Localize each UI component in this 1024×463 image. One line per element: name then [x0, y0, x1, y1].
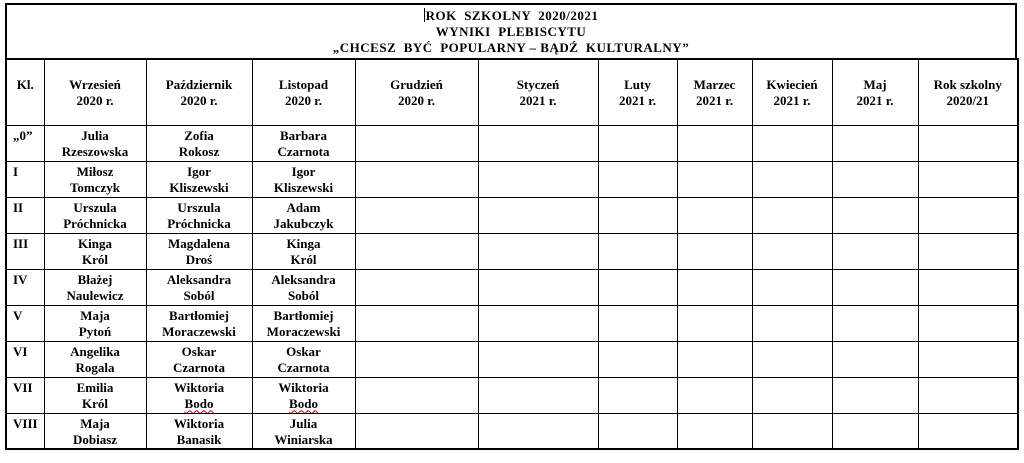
column-header-1	[44, 59, 146, 125]
last-name: Jakubczyk	[273, 215, 334, 231]
column-header-label: Listopad	[278, 77, 329, 92]
first-name: Julia	[289, 415, 318, 431]
last-name: Bodo	[289, 395, 318, 411]
last-name: Naulewicz	[66, 287, 124, 303]
winner-cell	[252, 197, 355, 233]
column-header-year: 2020 r.	[76, 93, 114, 108]
winner-cell	[677, 125, 752, 161]
winner-cell	[918, 305, 1018, 341]
column-header-year: 2021 r.	[618, 93, 657, 108]
column-header-label: Kl.	[16, 77, 34, 92]
winner-cell	[752, 161, 832, 197]
first-name: Igor	[291, 163, 316, 179]
winner-cell	[146, 233, 252, 269]
title-block	[5, 3, 1017, 58]
table-row	[6, 269, 1018, 305]
last-name: Moraczewski	[266, 323, 341, 339]
column-header-label: Styczeń	[516, 77, 560, 92]
column-header-year: 2021 r.	[695, 93, 734, 108]
winner-cell	[598, 269, 677, 305]
winner-cell	[146, 269, 252, 305]
first-name: Aleksandra	[271, 271, 336, 287]
winner-cell	[478, 125, 598, 161]
column-header-label: Październik	[165, 77, 233, 92]
last-name: Soból	[287, 287, 320, 303]
winner-cell	[832, 233, 918, 269]
winner-cell	[355, 305, 478, 341]
column-header-label: Rok szkolny	[933, 77, 1002, 92]
winner-cell	[44, 197, 146, 233]
winner-cell	[355, 269, 478, 305]
winner-cell	[598, 341, 677, 377]
table-row	[6, 413, 1018, 449]
first-name: Julia	[81, 127, 109, 143]
winner-cell	[478, 413, 598, 449]
first-name: Wiktoria	[173, 415, 225, 431]
column-header-year: 2020 r.	[397, 93, 436, 108]
winner-cell	[752, 341, 832, 377]
column-header-10	[918, 59, 1018, 125]
winner-cell	[44, 413, 146, 449]
first-name: Maja	[80, 307, 110, 323]
winner-cell	[355, 161, 478, 197]
title-line-2: WYNIKI PLEBISCYTU	[435, 24, 587, 39]
first-name: Urszula	[177, 199, 221, 215]
winner-cell	[598, 377, 677, 413]
winner-cell	[752, 305, 832, 341]
winner-cell	[918, 161, 1018, 197]
first-name: Oskar	[286, 343, 321, 359]
column-header-label: Kwiecień	[766, 77, 818, 92]
winner-cell	[252, 305, 355, 341]
last-name: Tomczyk	[69, 179, 121, 195]
last-name: Czarnota	[277, 359, 330, 375]
winner-cell	[478, 197, 598, 233]
winner-cell	[598, 161, 677, 197]
document-page	[5, 3, 1017, 450]
last-name: Pytoń	[78, 323, 112, 339]
winner-cell	[677, 233, 752, 269]
first-name: Wiktoria	[173, 379, 225, 395]
winner-cell	[355, 197, 478, 233]
class-cell: II	[6, 197, 44, 233]
class-cell: V	[6, 305, 44, 341]
last-name: Czarnota	[173, 359, 225, 375]
winner-cell	[146, 341, 252, 377]
first-name: Bartłomiej	[169, 307, 229, 323]
last-name: Dobiasz	[72, 431, 118, 447]
winner-cell	[252, 269, 355, 305]
winner-cell	[44, 341, 146, 377]
winner-cell	[252, 377, 355, 413]
results-table	[5, 58, 1019, 450]
winner-cell	[677, 197, 752, 233]
winner-cell	[677, 269, 752, 305]
winner-cell	[44, 161, 146, 197]
first-name: Kinga	[78, 235, 112, 251]
class-cell: III	[6, 233, 44, 269]
first-name: Aleksandra	[166, 271, 232, 287]
table-row	[6, 197, 1018, 233]
class-cell: „0”	[6, 125, 44, 161]
winner-cell	[146, 413, 252, 449]
column-header-label: Wrzesień	[69, 77, 121, 92]
first-name: Urszula	[73, 199, 117, 215]
winner-cell	[478, 161, 598, 197]
table-row	[6, 125, 1018, 161]
winner-cell	[832, 197, 918, 233]
winner-cell	[146, 125, 252, 161]
winner-cell	[355, 233, 478, 269]
winner-cell	[752, 269, 832, 305]
winner-cell	[252, 341, 355, 377]
text-cursor	[424, 8, 425, 22]
winner-cell	[355, 413, 478, 449]
winner-cell	[677, 377, 752, 413]
winner-cell	[832, 161, 918, 197]
winner-cell	[752, 233, 832, 269]
winner-cell	[44, 233, 146, 269]
last-name: Rogala	[75, 359, 115, 375]
first-name: Igor	[187, 163, 211, 179]
winner-cell	[44, 269, 146, 305]
class-cell: VI	[6, 341, 44, 377]
last-name: Soból	[183, 287, 215, 303]
column-header-7	[677, 59, 752, 125]
column-header-label: Luty	[624, 77, 651, 92]
first-name: Adam	[286, 199, 321, 215]
winner-cell	[478, 233, 598, 269]
winner-cell	[918, 269, 1018, 305]
first-name: Błażej	[77, 271, 113, 287]
first-name: Miłosz	[76, 163, 114, 179]
last-name: Rzeszowska	[61, 143, 129, 159]
winner-cell	[146, 197, 252, 233]
column-header-5	[478, 59, 598, 125]
winner-cell	[677, 161, 752, 197]
last-name: Banasik	[176, 431, 222, 447]
last-name: Król	[82, 395, 108, 411]
column-header-label: Grudzień	[390, 77, 443, 92]
winner-cell	[146, 377, 252, 413]
column-header-year: 2021 r.	[773, 93, 811, 108]
last-name: Król	[290, 251, 317, 267]
winner-cell	[832, 341, 918, 377]
winner-cell	[598, 305, 677, 341]
winner-cell	[355, 341, 478, 377]
first-name: Wiktoria	[278, 379, 329, 395]
class-cell: I	[6, 161, 44, 197]
column-header-2	[146, 59, 252, 125]
winner-cell	[478, 341, 598, 377]
last-name: Bodo	[184, 395, 214, 411]
table-row	[6, 161, 1018, 197]
first-name: Emilia	[76, 379, 114, 395]
first-name: Kinga	[286, 235, 321, 251]
column-header-year: 2020 r.	[284, 93, 323, 108]
winner-cell	[252, 413, 355, 449]
class-cell: IV	[6, 269, 44, 305]
last-name: Kliszewski	[273, 179, 334, 195]
winner-cell	[478, 377, 598, 413]
winner-cell	[752, 413, 832, 449]
column-header-9	[832, 59, 918, 125]
last-name: Kliszewski	[169, 179, 229, 195]
winner-cell	[146, 161, 252, 197]
winner-cell	[832, 305, 918, 341]
column-header-4	[355, 59, 478, 125]
winner-cell	[598, 233, 677, 269]
table-body	[6, 125, 1018, 449]
title-line-3: „CHCESZ BYĆ POPULARNY – BĄDŹ KULTURALNY”	[332, 40, 690, 55]
winner-cell	[598, 125, 677, 161]
last-name: Winiarska	[274, 431, 333, 447]
winner-cell	[832, 125, 918, 161]
column-header-year: 2021 r.	[519, 93, 557, 108]
column-header-6	[598, 59, 677, 125]
table-row	[6, 341, 1018, 377]
winner-cell	[752, 377, 832, 413]
column-header-3	[252, 59, 355, 125]
title-line-1: ROK SZKOLNY 2020/2021	[425, 8, 599, 23]
last-name: Rokosz	[178, 143, 220, 159]
first-name: Magdalena	[167, 235, 231, 251]
first-name: Maja	[80, 415, 110, 431]
class-cell: VIII	[6, 413, 44, 449]
column-header-label: Marzec	[693, 77, 736, 92]
winner-cell	[677, 305, 752, 341]
class-cell: VII	[6, 377, 44, 413]
column-header-year: 2020/21	[946, 93, 990, 108]
last-name: Próchnicka	[63, 215, 127, 231]
winner-cell	[598, 413, 677, 449]
winner-cell	[752, 125, 832, 161]
first-name: Angelika	[70, 343, 120, 359]
last-name: Próchnicka	[167, 215, 231, 231]
winner-cell	[918, 197, 1018, 233]
table-row	[6, 233, 1018, 269]
column-header-8	[752, 59, 832, 125]
winner-cell	[918, 125, 1018, 161]
winner-cell	[832, 269, 918, 305]
winner-cell	[918, 377, 1018, 413]
last-name: Moraczewski	[162, 323, 236, 339]
last-name: Czarnota	[277, 143, 330, 159]
winner-cell	[677, 341, 752, 377]
winner-cell	[598, 197, 677, 233]
first-name: Zofia	[184, 127, 214, 143]
winner-cell	[832, 413, 918, 449]
winner-cell	[918, 233, 1018, 269]
first-name: Oskar	[181, 343, 217, 359]
winner-cell	[252, 233, 355, 269]
winner-cell	[44, 305, 146, 341]
last-name: Droś	[185, 251, 213, 267]
column-header-0	[6, 59, 44, 125]
winner-cell	[918, 341, 1018, 377]
last-name: Król	[82, 251, 108, 267]
winner-cell	[832, 377, 918, 413]
winner-cell	[355, 377, 478, 413]
column-header-year: 2021 r.	[856, 93, 894, 108]
winner-cell	[752, 197, 832, 233]
column-header-label: Maj	[863, 77, 887, 92]
winner-cell	[918, 413, 1018, 449]
winner-cell	[44, 125, 146, 161]
first-name: Barbara	[280, 127, 327, 143]
first-name: Bartłomiej	[273, 307, 334, 323]
table-row	[6, 305, 1018, 341]
header-row	[6, 59, 1018, 125]
winner-cell	[355, 125, 478, 161]
winner-cell	[677, 413, 752, 449]
winner-cell	[478, 305, 598, 341]
winner-cell	[44, 377, 146, 413]
winner-cell	[146, 305, 252, 341]
winner-cell	[478, 269, 598, 305]
winner-cell	[252, 125, 355, 161]
winner-cell	[252, 161, 355, 197]
column-header-year: 2020 r.	[180, 93, 218, 108]
table-row	[6, 377, 1018, 413]
